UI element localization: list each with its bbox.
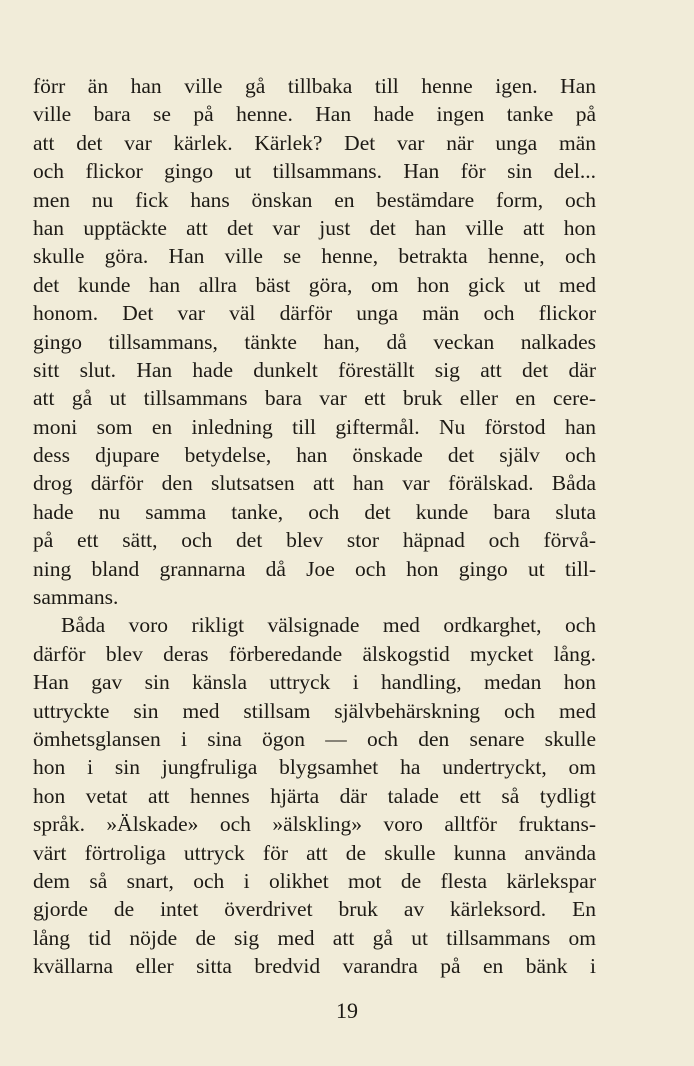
text-line: kvällarna eller sitta bredvid varandra på en bänk i xyxy=(33,954,596,979)
text-line: men nu fick hans önskan en bestämdare form, och xyxy=(33,187,596,212)
text-line: gjorde de intet överdrivet bruk av kärleksord. En xyxy=(33,897,596,922)
text-line: lång tid nöjde de sig med att gå ut tillsammans om xyxy=(33,925,596,950)
page-number: 19 xyxy=(336,998,358,1023)
paragraph xyxy=(33,72,596,611)
text-line: ville bara se på henne. Han hade ingen tanke på xyxy=(33,102,596,127)
text-line: ömhetsglansen i sina ögon — och den senare skulle xyxy=(33,726,596,751)
text-line: honom. Det var väl därför unga män och flickor xyxy=(33,301,596,326)
text-line: och flickor gingo ut tillsammans. Han för sin del... xyxy=(33,159,596,184)
text-line: sammans. xyxy=(33,585,119,610)
text-line: dem så snart, och i olikhet mot de flesta kärlekspar xyxy=(33,868,596,893)
text-line: han upptäckte att det var just det han ville att hon xyxy=(33,215,596,240)
text-line: det kunde han allra bäst göra, om hon gick ut med xyxy=(33,272,596,297)
text-line: uttryckte sin med stillsam självbehärskning och med xyxy=(33,698,596,723)
text-line: på ett sätt, och det blev stor häpnad och förvå- xyxy=(33,528,596,553)
text-line: att det var kärlek. Kärlek? Det var när unga män xyxy=(33,130,596,155)
text-line: Båda voro rikligt välsignade med ordkarghet, och xyxy=(61,613,596,638)
text-line: gingo tillsammans, tänkte han, då veckan nalkades xyxy=(33,329,596,354)
text-line: därför blev deras förberedande älskogstid mycket lång. xyxy=(33,641,596,666)
text-line: hon vetat att hennes hjärta där talade ett så tydligt xyxy=(33,783,596,808)
text-line: drog därför den slutsatsen att han var förälskad. Båda xyxy=(33,471,596,496)
text-line: språk. »Älskade» och »älskling» voro alltför fruktans- xyxy=(33,812,596,837)
text-line: att gå ut tillsammans bara var ett bruk eller en cere- xyxy=(33,386,596,411)
text-line: Han gav sin känsla uttryck i handling, medan hon xyxy=(33,670,596,695)
text-line: skulle göra. Han ville se henne, betrakta henne, och xyxy=(33,244,596,269)
text-line: sitt slut. Han hade dunkelt föreställt sig att det där xyxy=(33,357,596,382)
text-line: dess djupare betydelse, han önskade det själv och xyxy=(33,443,596,468)
paragraph xyxy=(33,611,596,980)
body-text xyxy=(33,72,596,981)
text-line: moni som en inledning till giftermål. Nu förstod han xyxy=(33,414,596,439)
text-line: ning bland grannarna då Joe och hon gingo ut till- xyxy=(33,556,596,581)
text-line: värt förtroliga uttryck för att de skulle kunna använda xyxy=(33,840,596,865)
text-line: hade nu samma tanke, och det kunde bara sluta xyxy=(33,499,596,524)
text-line: hon i sin jungfruliga blygsamhet ha undertryckt, om xyxy=(33,755,596,780)
text-line: förr än han ville gå tillbaka till henne igen. Han xyxy=(33,74,596,98)
